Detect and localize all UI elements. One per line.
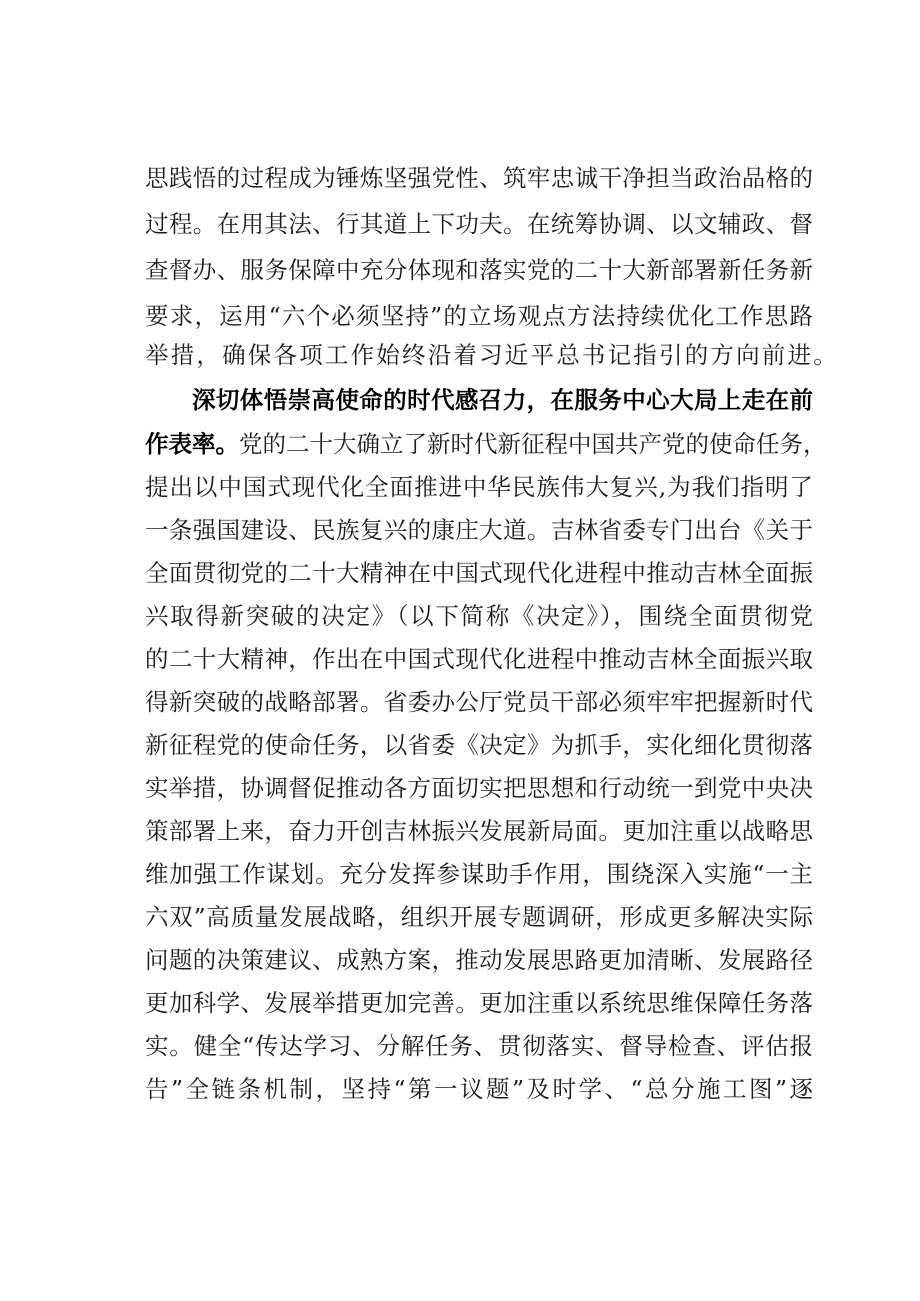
- text-line-12: 的二十大精神，作出在中国式现代化进程中推动吉林全面振兴取: [145, 645, 813, 673]
- text-line-4: 要求，运用“六个必须坚持”的立场观点方法持续优化工作思路: [145, 302, 813, 330]
- text-line-2: 过程。在用其法、行其道上下功夫。在统筹协调、以文辅政、督: [145, 210, 813, 238]
- text-line-11: 兴取得新突破的决定》（以下简称《决定》），围绕全面贯彻党: [145, 602, 813, 630]
- text-line-16: 策部署上来，奋力开创吉林振兴发展新局面。更加注重以战略思: [145, 817, 813, 845]
- section-heading-line-1: 深切体悟崇高使命的时代感召力，在服务中心大局上走在前: [192, 386, 813, 414]
- text-line-21: 实。健全“传达学习、分解任务、贯彻落实、督导检查、评估报: [145, 1032, 813, 1060]
- text-line-5: 举措，确保各项工作始终沿着习近平总书记指引的方向前进。: [145, 341, 839, 369]
- text-line-7-body: 党的二十大确立了新时代新征程中国共产党的使命任务，: [239, 430, 827, 458]
- text-line-15: 实举措，协调督促推动各方面切实把思想和行动统一到党中央决: [145, 774, 813, 802]
- text-line-13: 得新突破的战略部署。省委办公厅党员干部必须牢牢把握新时代: [145, 688, 813, 716]
- text-line-22: 告”全链条机制，坚持“第一议题”及时学、“总分施工图”逐: [145, 1075, 813, 1103]
- text-line-14: 新征程党的使命任务，以省委《决定》为抓手，实化细化贯彻落: [145, 731, 813, 759]
- text-line-10: 全面贯彻党的二十大精神在中国式现代化进程中推动吉林全面振: [145, 559, 813, 587]
- text-line-8: 提出以中国式现代化全面推进中华民族伟大复兴,为我们指明了: [145, 473, 813, 501]
- text-line-19: 问题的决策建议、成熟方案，推动发展思路更加清晰、发展路径: [145, 946, 813, 974]
- text-line-20: 更加科学、发展举措更加完善。更加注重以系统思维保障任务落: [145, 989, 813, 1017]
- text-line-18: 六双”高质量发展战略，组织开展专题调研，形成更多解决实际: [145, 903, 813, 931]
- text-line-1: 思践悟的过程成为锤炼坚强党性、筑牢忠诚干净担当政治品格的: [145, 164, 813, 192]
- text-line-3: 查督办、服务保障中充分体现和落实党的二十大新部署新任务新: [145, 256, 813, 284]
- text-line-17: 维加强工作谋划。充分发挥参谋助手作用，围绕深入实施“一主: [145, 860, 813, 888]
- section-heading-line-2: 作表率。: [145, 430, 239, 458]
- text-line-7: [145, 426, 827, 462]
- text-line-9: 一条强国建设、民族复兴的康庄大道。吉林省委专门出台《关于: [145, 516, 813, 544]
